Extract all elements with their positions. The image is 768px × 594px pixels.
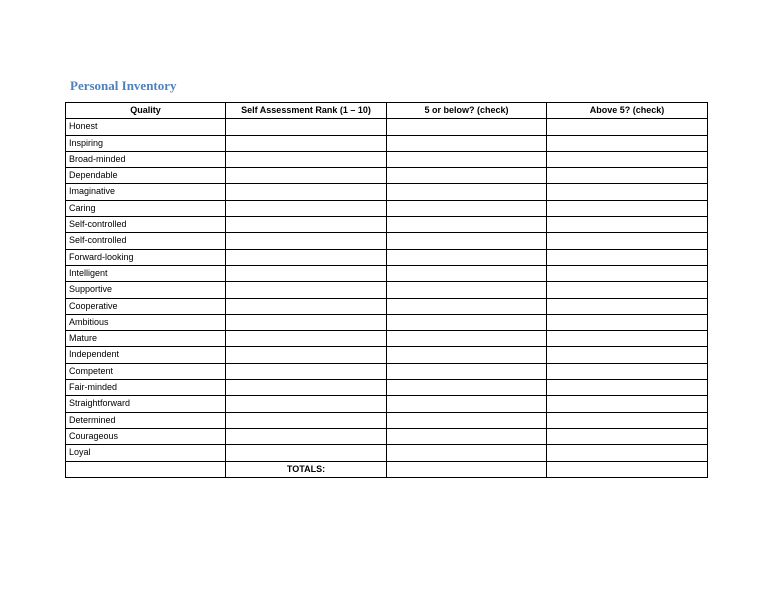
five-or-below-check-cell[interactable] [387, 151, 547, 167]
above-five-check-cell[interactable] [547, 249, 708, 265]
five-or-below-check-cell[interactable] [387, 363, 547, 379]
quality-cell: Courageous [66, 428, 226, 444]
five-or-below-check-cell[interactable] [387, 298, 547, 314]
above-five-check-cell[interactable] [547, 184, 708, 200]
above-five-check-cell[interactable] [547, 363, 708, 379]
header-quality: Quality [66, 103, 226, 119]
rank-cell[interactable] [226, 314, 387, 330]
five-or-below-check-cell[interactable] [387, 380, 547, 396]
five-or-below-check-cell[interactable] [387, 135, 547, 151]
table-row [66, 428, 708, 444]
rank-cell[interactable] [226, 282, 387, 298]
above-five-check-cell[interactable] [547, 233, 708, 249]
five-or-below-check-cell[interactable] [387, 168, 547, 184]
table-row [66, 249, 708, 265]
quality-cell: Competent [66, 363, 226, 379]
table-row [66, 412, 708, 428]
rank-cell[interactable] [226, 233, 387, 249]
quality-cell: Self-controlled [66, 233, 226, 249]
table-row [66, 363, 708, 379]
totals-empty-cell [66, 461, 226, 477]
five-or-below-check-cell[interactable] [387, 217, 547, 233]
quality-cell: Caring [66, 200, 226, 216]
five-or-below-check-cell[interactable] [387, 331, 547, 347]
five-or-below-check-cell[interactable] [387, 396, 547, 412]
rank-cell[interactable] [226, 168, 387, 184]
above-five-check-cell[interactable] [547, 119, 708, 135]
five-or-below-check-cell[interactable] [387, 412, 547, 428]
quality-cell: Ambitious [66, 314, 226, 330]
table-row [66, 396, 708, 412]
table-row [66, 184, 708, 200]
five-or-below-check-cell[interactable] [387, 445, 547, 461]
rank-cell[interactable] [226, 331, 387, 347]
rank-cell[interactable] [226, 184, 387, 200]
table-row [66, 298, 708, 314]
quality-rows [66, 119, 708, 461]
above-five-check-cell[interactable] [547, 380, 708, 396]
rank-cell[interactable] [226, 249, 387, 265]
table-row [66, 135, 708, 151]
five-or-below-check-cell[interactable] [387, 265, 547, 281]
above-five-check-cell[interactable] [547, 217, 708, 233]
rank-cell[interactable] [226, 298, 387, 314]
rank-cell[interactable] [226, 119, 387, 135]
table-row [66, 265, 708, 281]
quality-cell: Loyal [66, 445, 226, 461]
quality-cell: Fair-minded [66, 380, 226, 396]
rank-cell[interactable] [226, 445, 387, 461]
quality-cell: Intelligent [66, 265, 226, 281]
five-or-below-check-cell[interactable] [387, 119, 547, 135]
totals-above-5-cell[interactable] [547, 461, 708, 477]
header-row [66, 103, 708, 119]
above-five-check-cell[interactable] [547, 200, 708, 216]
rank-cell[interactable] [226, 428, 387, 444]
quality-cell: Straightforward [66, 396, 226, 412]
rank-cell[interactable] [226, 217, 387, 233]
table-row [66, 282, 708, 298]
rank-cell[interactable] [226, 396, 387, 412]
five-or-below-check-cell[interactable] [387, 184, 547, 200]
rank-cell[interactable] [226, 347, 387, 363]
header-above-5: Above 5? (check) [547, 103, 708, 119]
quality-cell: Supportive [66, 282, 226, 298]
table-row [66, 314, 708, 330]
header-5-or-below: 5 or below? (check) [387, 103, 547, 119]
above-five-check-cell[interactable] [547, 135, 708, 151]
above-five-check-cell[interactable] [547, 298, 708, 314]
rank-cell[interactable] [226, 135, 387, 151]
quality-cell: Honest [66, 119, 226, 135]
table-row [66, 168, 708, 184]
table-row [66, 151, 708, 167]
quality-cell: Self-controlled [66, 217, 226, 233]
table-row [66, 119, 708, 135]
table-row [66, 445, 708, 461]
rank-cell[interactable] [226, 412, 387, 428]
above-five-check-cell[interactable] [547, 282, 708, 298]
table-row [66, 233, 708, 249]
header-self-assessment-rank: Self Assessment Rank (1 – 10) [226, 103, 387, 119]
five-or-below-check-cell[interactable] [387, 347, 547, 363]
above-five-check-cell[interactable] [547, 168, 708, 184]
above-five-check-cell[interactable] [547, 331, 708, 347]
rank-cell[interactable] [226, 200, 387, 216]
rank-cell[interactable] [226, 363, 387, 379]
table-row [66, 347, 708, 363]
table-row [66, 380, 708, 396]
table-row [66, 331, 708, 347]
five-or-below-check-cell[interactable] [387, 282, 547, 298]
quality-cell: Determined [66, 412, 226, 428]
five-or-below-check-cell[interactable] [387, 200, 547, 216]
above-five-check-cell[interactable] [547, 396, 708, 412]
quality-cell: Cooperative [66, 298, 226, 314]
above-five-check-cell[interactable] [547, 314, 708, 330]
personal-inventory-table [65, 102, 708, 478]
five-or-below-check-cell[interactable] [387, 314, 547, 330]
five-or-below-check-cell[interactable] [387, 249, 547, 265]
above-five-check-cell[interactable] [547, 265, 708, 281]
totals-row [66, 461, 708, 477]
totals-5-or-below-cell[interactable] [387, 461, 547, 477]
above-five-check-cell[interactable] [547, 445, 708, 461]
above-five-check-cell[interactable] [547, 412, 708, 428]
above-five-check-cell[interactable] [547, 151, 708, 167]
quality-cell: Imaginative [66, 184, 226, 200]
quality-cell: Forward-looking [66, 249, 226, 265]
quality-cell: Inspiring [66, 135, 226, 151]
table-row [66, 217, 708, 233]
quality-cell: Broad-minded [66, 151, 226, 167]
quality-cell: Independent [66, 347, 226, 363]
above-five-check-cell[interactable] [547, 428, 708, 444]
five-or-below-check-cell[interactable] [387, 428, 547, 444]
rank-cell[interactable] [226, 380, 387, 396]
page-title: Personal Inventory [70, 78, 177, 93]
rank-cell[interactable] [226, 151, 387, 167]
above-five-check-cell[interactable] [547, 347, 708, 363]
totals-label: TOTALS: [226, 461, 387, 477]
rank-cell[interactable] [226, 265, 387, 281]
quality-cell: Dependable [66, 168, 226, 184]
quality-cell: Mature [66, 331, 226, 347]
five-or-below-check-cell[interactable] [387, 233, 547, 249]
table-row [66, 200, 708, 216]
